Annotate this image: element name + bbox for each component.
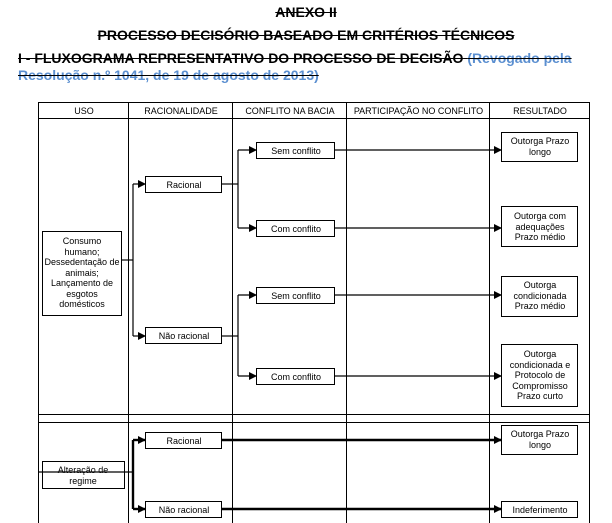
result-label-5: Outorga Prazo longo	[510, 429, 570, 450]
annex-title: ANEXO II	[275, 4, 337, 20]
uso-label-1: Consumo humano; Dessedentação de animais; Lançamento de esgotos domésticos	[44, 236, 120, 309]
com-conflito-label-2: Com conflito	[270, 372, 322, 382]
col-racionalidade: RACIONALIDADE	[144, 106, 218, 116]
nao-racional-label-2: Não racional	[158, 505, 210, 515]
section-title: I - FLUXOGRAMA REPRESENTATIVO DO PROCESSO DE DECISÃO	[18, 50, 464, 66]
sem-conflito-label-1: Sem conflito	[271, 146, 321, 156]
col-resultado: RESULTADO	[513, 106, 567, 116]
sem-conflito-label-2: Sem conflito	[271, 291, 321, 301]
result-label-1: Outorga Prazo longo	[510, 136, 570, 157]
nao-racional-label-1: Não racional	[158, 331, 210, 341]
document-title: PROCESSO DECISÓRIO BASEADO EM CRITÉRIOS TÉCNICOS	[97, 27, 515, 43]
col-conflito: CONFLITO NA BACIA	[245, 106, 335, 116]
result-label-6: Indeferimento	[512, 505, 568, 515]
uso-label-2: Alteração de regime	[57, 465, 109, 486]
col-participacao: PARTICIPAÇÃO NO CONFLITO	[353, 106, 484, 116]
result-label-3: Outorga condicionada Prazo médio	[513, 280, 567, 311]
racional-label-1: Racional	[166, 180, 202, 190]
com-conflito-label-1: Com conflito	[270, 224, 322, 234]
result-label-4: Outorga condicionada e Protocolo de Compromisso Prazo curto	[509, 349, 571, 401]
racional-label-2: Racional	[166, 436, 202, 446]
result-label-2: Outorga com adequações Prazo médio	[513, 211, 567, 242]
revoked-note: (Revogado pela Resolução n.º 1041, de 19 de agosto de 2013)	[18, 50, 572, 83]
col-uso: USO	[74, 106, 94, 116]
